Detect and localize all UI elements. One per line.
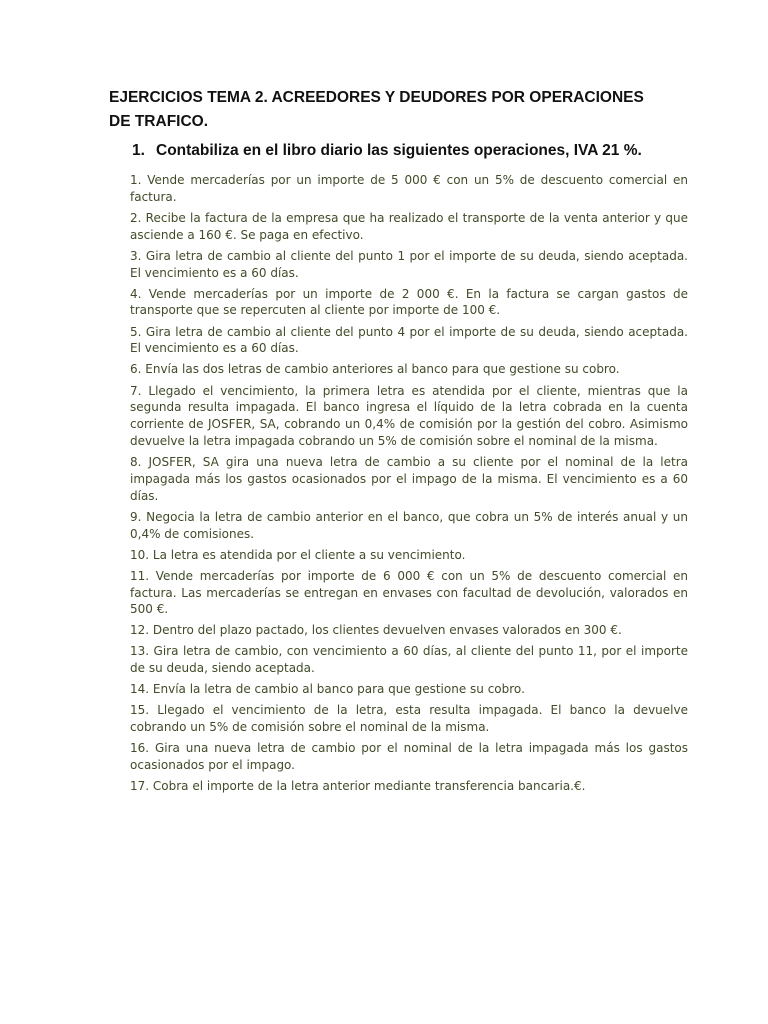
instruction-line xyxy=(132,140,732,162)
exercise-item: 6. Envía las dos letras de cambio anteriores al banco para que gestione su cobro. xyxy=(130,362,620,377)
exercise-item: 5. Gira letra de cambio al cliente del punto 4 por el importe de su deuda, siendo aceptada. El vencimiento es a 60 días. xyxy=(130,324,688,356)
exercise-item: 1. Vende mercaderías por un importe de 5 000 € con un 5% de descuento comercial en factura. xyxy=(130,173,688,204)
exercise-item: 3. Gira letra de cambio al cliente del punto 1 por el importe de su deuda, siendo aceptada. El vencimiento es a 60 días. xyxy=(130,248,688,280)
instruction-number: 1. xyxy=(132,142,145,159)
exercise-item: 13. Gira letra de cambio, con vencimiento a 60 días, al cliente del punto 11, por el importe de su deuda, siendo aceptada. xyxy=(130,644,688,676)
exercise-item: 15. Llegado el vencimiento de la letra, esta resulta impagada. El banco la devuelve cobrando un 5% de comisión sobre el nominal de la misma. xyxy=(130,703,688,735)
exercise-item: 14. Envía la letra de cambio al banco para que gestione su cobro. xyxy=(130,682,525,697)
exercise-item: 2. Recibe la factura de la empresa que ha realizado el transporte de la venta anterior y que asciende a 160 €. Se paga en efectivo. xyxy=(130,210,688,242)
exercise-item: 11. Vende mercaderías por importe de 6 000 € con un 5% de descuento comercial en factura. Las mercaderías se entregan en envases con facultad de devolución, valorados en 500 €. xyxy=(130,568,688,617)
instruction-text: Contabiliza en el libro diario las siguientes operaciones, IVA 21 %. xyxy=(156,142,642,159)
document-title: EJERCICIOS TEMA 2. ACREEDORES Y DEUDORES POR OPERACIONES DE TRAFICO. xyxy=(109,89,644,130)
exercise-item: 9. Negocia la letra de cambio anterior en el banco, que cobra un 5% de interés anual y un 0,4% de comisiones. xyxy=(130,509,688,541)
exercise-item: 10. La letra es atendida por el cliente a su vencimiento. xyxy=(130,547,466,562)
exercise-list xyxy=(128,172,690,795)
exercise-item: 4. Vende mercaderías por un importe de 2 000 €. En la factura se cargan gastos de transporte que se repercuten al cliente por importe de 100 €. xyxy=(130,286,688,318)
exercise-item: 7. Llegado el vencimiento, la primera letra es atendida por el cliente, mientras que la segunda resulta impagada. El banco ingresa el líquido de la letra cobrada en la cuenta corriente de JOSFER, SA, cobrando un 0,4% de comisión por la gestión del cobro. Asimismo devuelve la letra impagada cobrando un 5% de comisión sobre el nominal de la misma. xyxy=(130,383,688,448)
exercise-item: 16. Gira una nueva letra de cambio por el nominal de la letra impagada más los gastos ocasionados por el impago. xyxy=(130,741,688,773)
exercise-item: 17. Cobra el importe de la letra anterior mediante transferencia bancaria.€. xyxy=(130,779,586,794)
exercise-item: 8. JOSFER, SA gira una nueva letra de cambio a su cliente por el nominal de la letra impagada más los gastos ocasionados por el impago de la misma. El vencimiento es a 60 días. xyxy=(130,455,688,503)
exercise-item: 12. Dentro del plazo pactado, los clientes devuelven envases valorados en 300 €. xyxy=(130,623,622,638)
exercise-list-image xyxy=(128,172,690,892)
